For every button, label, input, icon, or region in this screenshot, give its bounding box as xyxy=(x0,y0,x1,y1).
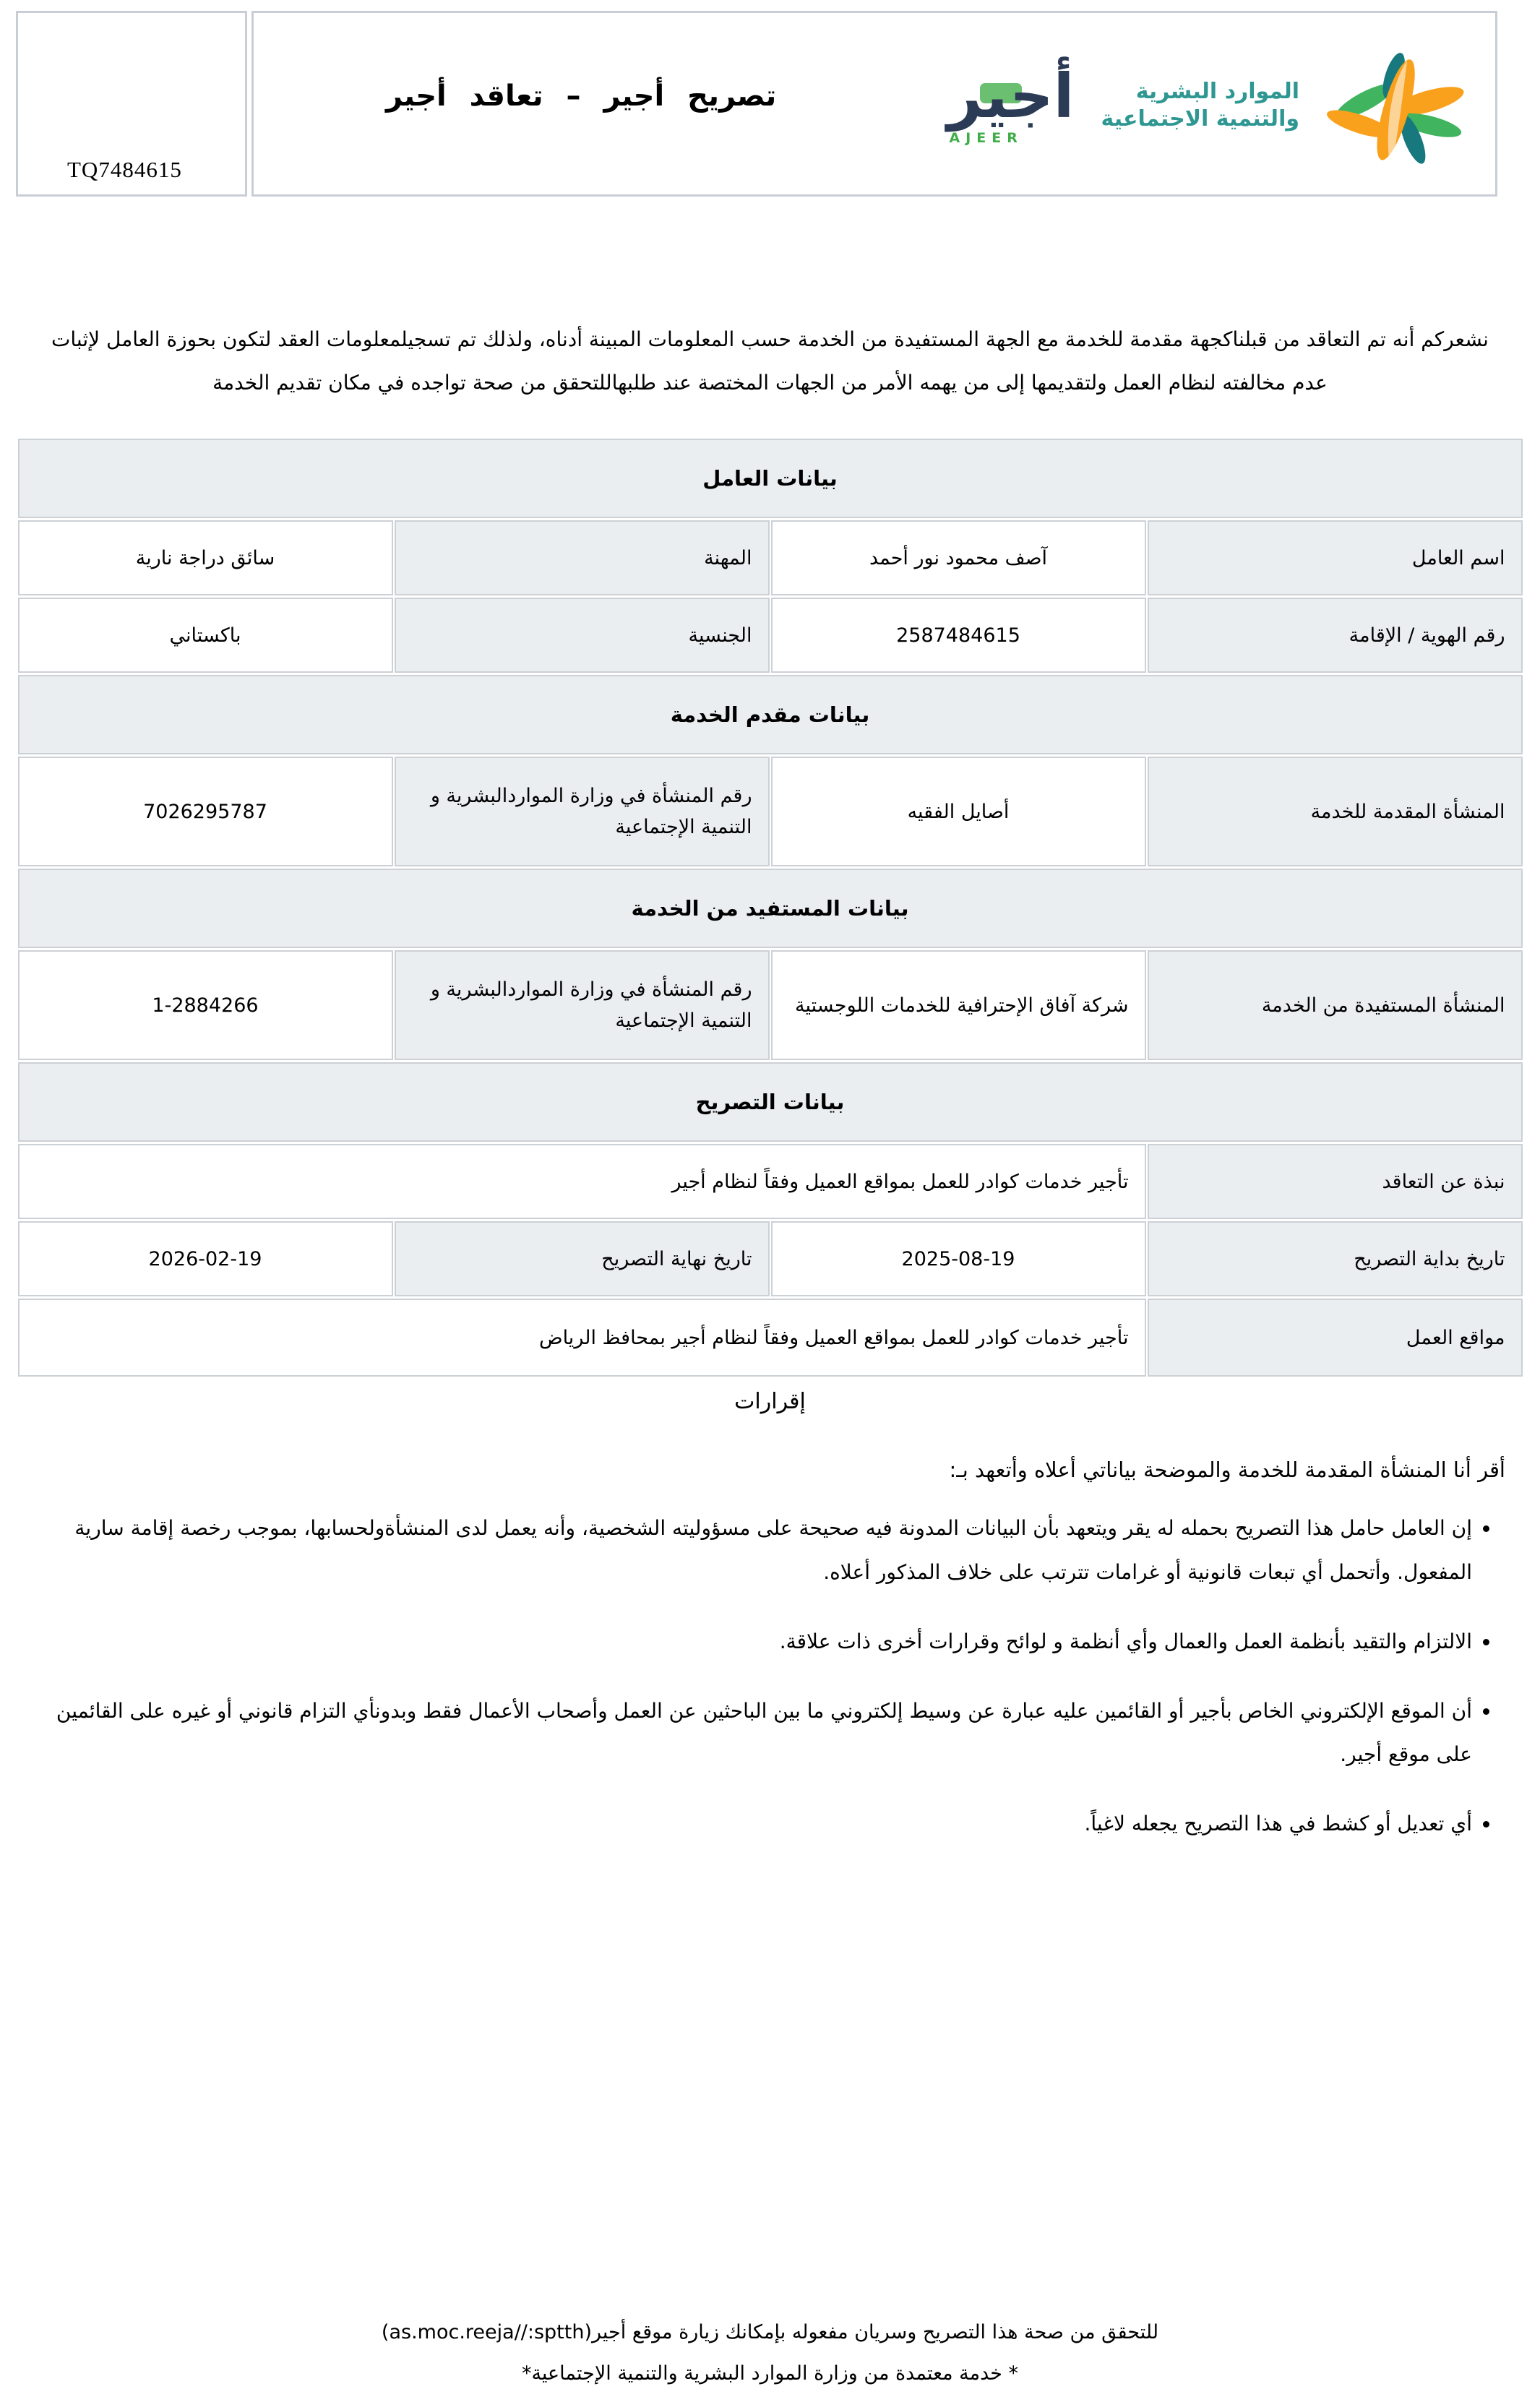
beneficiary-section-header-row xyxy=(18,869,1523,948)
beneficiary-section-title: بيانات المستفيد من الخدمة xyxy=(18,869,1523,948)
permit-number-box xyxy=(16,11,247,197)
work-locations-row xyxy=(18,1299,1523,1377)
worker-name-label: اسم العامل xyxy=(1148,520,1523,595)
declaration-item: • الالتزام والتقيد بأنظمة العمل والعمال وأي أنظمة و لوائح وقرارات أخرى ذات علاقة. xyxy=(35,1620,1472,1663)
declarations-heading: إقرارات xyxy=(734,1389,806,1415)
worker-id-label: رقم الهوية / الإقامة xyxy=(1148,598,1523,673)
beneficiary-facility-label: المنشأة المستفيدة من الخدمة xyxy=(1148,950,1523,1060)
ministry-emblem-icon xyxy=(1321,45,1476,166)
work-locations-value: تأجير خدمات كوادر للعمل بمواقع العميل وفقاً لنظام أجير بمحافظ الرياض xyxy=(18,1299,1146,1377)
worker-id-row xyxy=(18,598,1523,673)
provider-section-header-row xyxy=(18,675,1523,754)
profession-value: سائق دراجة نارية xyxy=(18,520,393,595)
provider-mol-number: 7026295787 xyxy=(18,757,393,866)
ministry-wordmark-line2: والتنمية الاجتماعية xyxy=(1101,106,1299,132)
declaration-item: • إن العامل حامل هذا التصريح بحمله له يقر ويتعهد بأن البيانات المدونة فيه صحيحة على مسؤوليته الشخصية، وأنه يعمل لدى المنشأةولحسابها، بموجب رخصة إقامة سارية المفعول. وأتحمل أي تبعات قانونية أو غرامات تترتب على خلاف المذكور أعلاه. xyxy=(35,1507,1472,1593)
provider-section-title: بيانات مقدم الخدمة xyxy=(18,675,1523,754)
nationality-label: الجنسية xyxy=(395,598,770,673)
footer-accredited-line: * خدمة معتمدة من وزارة الموارد البشرية والتنمية الإجتماعية* xyxy=(521,2362,1019,2385)
page-title: تصريح أجير – تعاقد أجير xyxy=(386,79,777,113)
contract-summary-row xyxy=(18,1144,1523,1219)
provider-mol-label: رقم المنشأة في وزارة المواردالبشرية و التنمية الإجتماعية xyxy=(395,757,770,866)
permit-section-header-row xyxy=(18,1062,1523,1142)
beneficiary-row xyxy=(18,950,1523,1060)
logo-row xyxy=(942,42,1476,168)
worker-section-header-row xyxy=(18,439,1523,518)
provider-facility-value: أصايل الفقيه xyxy=(771,757,1146,866)
worker-section-title: بيانات العامل xyxy=(18,439,1523,518)
provider-facility-label: المنشأة المقدمة للخدمة xyxy=(1148,757,1523,866)
beneficiary-mol-number: 1-2884266 xyxy=(18,950,393,1060)
profession-label: المهنة xyxy=(395,520,770,595)
permit-table xyxy=(17,436,1524,1379)
permit-section-title: بيانات التصريح xyxy=(18,1062,1523,1142)
contract-summary-value: تأجير خدمات كوادر للعمل بمواقع العميل وفقاً لنظام أجير xyxy=(18,1144,1146,1219)
document-footer xyxy=(0,2312,1540,2394)
document-header xyxy=(16,11,1497,197)
declarations-intro: أقر أنا المنشأة المقدمة للخدمة والموضحة بياناتي أعلاه وأتعهد بـ: xyxy=(949,1458,1505,1483)
ajeer-logo xyxy=(942,61,1080,146)
worker-name-value: آصف محمود نور أحمد xyxy=(771,520,1146,595)
title-logo-box xyxy=(251,11,1497,197)
start-date-value: 2025-08-19 xyxy=(771,1221,1146,1296)
declaration-item: • أن الموقع الإلكتروني الخاص بأجير أو القائمين عليه عبارة عن وسيط إلكتروني ما بين الباحثين عن العمل وأصحاب الأعمال فقط وبدونأي التزام قانوني أو غيره على القائمين على موقع أجير. xyxy=(35,1689,1472,1776)
ministry-wordmark-line1: الموارد البشرية xyxy=(1135,79,1299,104)
ajeer-logo-latin: AJEER xyxy=(949,129,1023,146)
provider-row xyxy=(18,757,1523,866)
declarations-list xyxy=(35,1507,1505,1846)
permit-number: TQ7484615 xyxy=(67,157,182,182)
start-date-label: تاريخ بداية التصريح xyxy=(1148,1221,1523,1296)
footer-verify-line: للتحقق من صحة هذا التصريح وسريان مفعوله بإمكانك زيارة موقع أجير(as.moc.reeja//:sptth) xyxy=(381,2321,1159,2343)
work-locations-label: مواقع العمل xyxy=(1148,1299,1523,1377)
ministry-wordmark xyxy=(1101,78,1299,132)
nationality-value: باكستاني xyxy=(18,598,393,673)
beneficiary-facility-value: شركة آفاق الإحترافية للخدمات اللوجستية xyxy=(771,950,1146,1060)
beneficiary-mol-label: رقم المنشأة في وزارة المواردالبشرية و التنمية الإجتماعية xyxy=(395,950,770,1060)
intro-paragraph: نشعركم أنه تم التعاقد من قبلناكجهة مقدمة للخدمة مع الجهة المستفيدة من الخدمة حسب المعلومات المبينة أدناه، ولذلك تم تسجيلمعلومات العقد لتكون بحوزة العامل لإثبات عدم مخالفته لنظام العمل ولتقديمها إلى من يهمه الأمر من الجهات المختصة عند طلبهاللتحقق من صحة تواجده في مكان تقديم الخدمة xyxy=(51,327,1489,395)
declaration-item: • أي تعديل أو كشط في هذا التصريح يجعله لاغياً. xyxy=(35,1802,1472,1846)
contract-summary-label: نبذة عن التعاقد xyxy=(1148,1144,1523,1219)
worker-id-value: 2587484615 xyxy=(771,598,1146,673)
ajeer-logo-arabic: أجير xyxy=(947,61,1075,132)
permit-dates-row xyxy=(18,1221,1523,1296)
end-date-value: 2026-02-19 xyxy=(18,1221,393,1296)
worker-name-row xyxy=(18,520,1523,595)
end-date-label: تاريخ نهاية التصريح xyxy=(395,1221,770,1296)
